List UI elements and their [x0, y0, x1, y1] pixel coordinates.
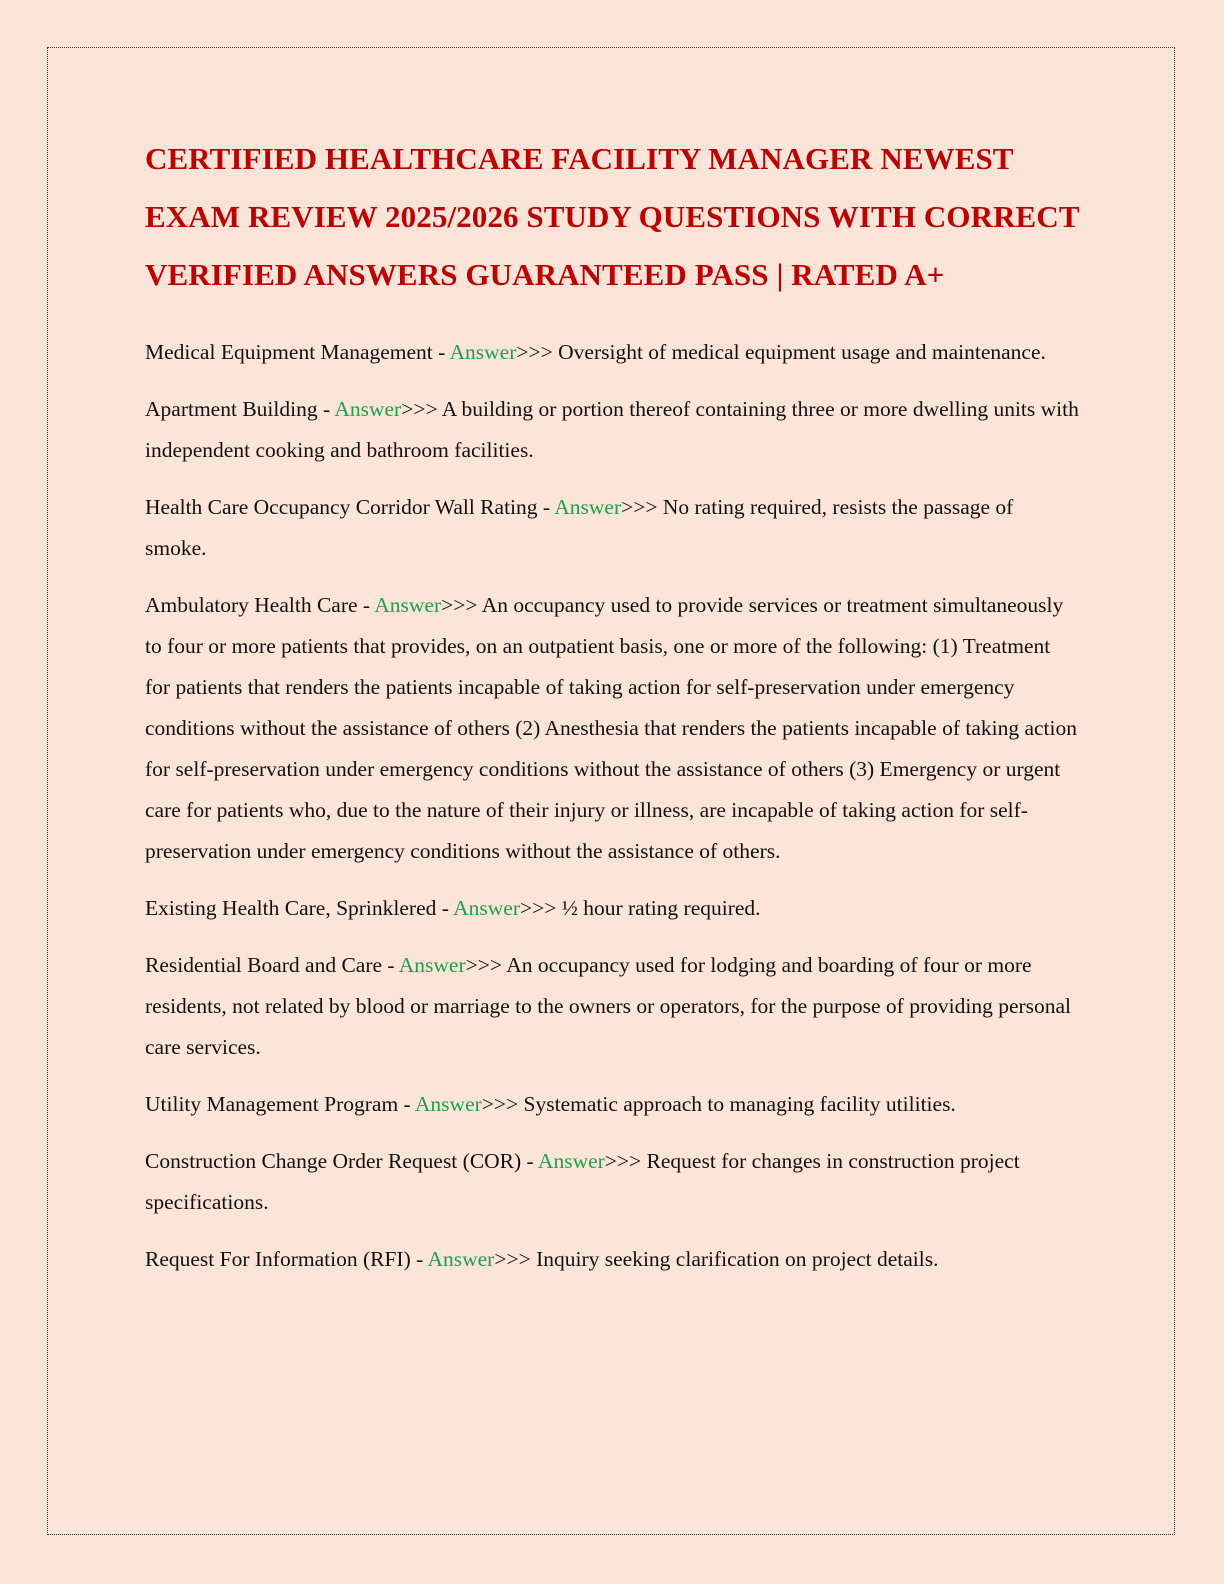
- answer-marker: Answer: [334, 397, 402, 421]
- qa-term: Request For Information (RFI) -: [145, 1247, 428, 1271]
- qa-definition: >>> A building or portion thereof containing three or more dwelling units with independent cooking and bathroom facilities.: [145, 397, 1079, 462]
- qa-term: Residential Board and Care -: [145, 953, 399, 977]
- answer-marker: Answer: [453, 896, 520, 920]
- qa-item: [145, 389, 1080, 471]
- qa-definition: >>> ½ hour rating required.: [519, 896, 761, 920]
- qa-definition: >>> An occupancy used to provide services or treatment simultaneously to four or more patients that provides, on an outpatient basis, one or more of the following: (1) Treatment for patients that renders the patients incapable of taking action for self-preservation under emergency conditions without the assistance of others (2) Anesthesia that renders the patients incapable of taking action for self-preservation under emergency conditions without the assistance of others (3) Emergency or urgent care for patients who, due to the nature of their injury or illness, are incapable of taking action for self-preservation under emergency conditions without the assistance of others.: [145, 593, 1078, 863]
- qa-term: Existing Health Care, Sprinklered -: [145, 896, 454, 920]
- qa-definition: >>> Systematic approach to managing facility utilities.: [481, 1092, 956, 1116]
- document-content: [145, 130, 1080, 1296]
- qa-definition: >>> Request for changes in construction project specifications.: [145, 1149, 1020, 1214]
- answer-marker: Answer: [398, 953, 466, 977]
- qa-term: Apartment Building -: [145, 397, 335, 421]
- qa-term: Ambulatory Health Care -: [145, 593, 375, 617]
- answer-marker: Answer: [449, 340, 517, 364]
- answer-marker: Answer: [414, 1092, 482, 1116]
- qa-item: [145, 1239, 1080, 1280]
- qa-item: [145, 487, 1080, 569]
- qa-definition: >>> Oversight of medical equipment usage and maintenance.: [516, 340, 1046, 364]
- qa-item: [145, 945, 1080, 1068]
- qa-item: [145, 332, 1080, 373]
- qa-list: [145, 332, 1080, 1280]
- answer-marker: Answer: [554, 495, 622, 519]
- qa-definition: >>> Inquiry seeking clarification on project details.: [494, 1247, 939, 1271]
- answer-marker: Answer: [427, 1247, 495, 1271]
- document-title: CERTIFIED HEALTHCARE FACILITY MANAGER NEWEST EXAM REVIEW 2025/2026 STUDY QUESTIONS WITH CORRECT VERIFIED ANSWERS GUARANTEED PASS | RATED A+: [145, 141, 1080, 292]
- qa-definition: >>> No rating required, resists the passage of smoke.: [145, 495, 1014, 560]
- answer-marker: Answer: [374, 593, 442, 617]
- qa-item: [145, 1084, 1080, 1125]
- qa-term: Health Care Occupancy Corridor Wall Rating -: [145, 495, 555, 519]
- qa-item: [145, 585, 1080, 872]
- answer-marker: Answer: [537, 1149, 605, 1173]
- qa-term: Utility Management Program -: [145, 1092, 415, 1116]
- qa-definition: >>> An occupancy used for lodging and boarding of four or more residents, not related by blood or marriage to the owners or operators, for the purpose of providing personal care services.: [145, 953, 1072, 1059]
- qa-item: [145, 1141, 1080, 1223]
- qa-term: Construction Change Order Request (COR) -: [145, 1149, 538, 1173]
- qa-item: [145, 888, 1080, 929]
- qa-term: Medical Equipment Management -: [145, 340, 450, 364]
